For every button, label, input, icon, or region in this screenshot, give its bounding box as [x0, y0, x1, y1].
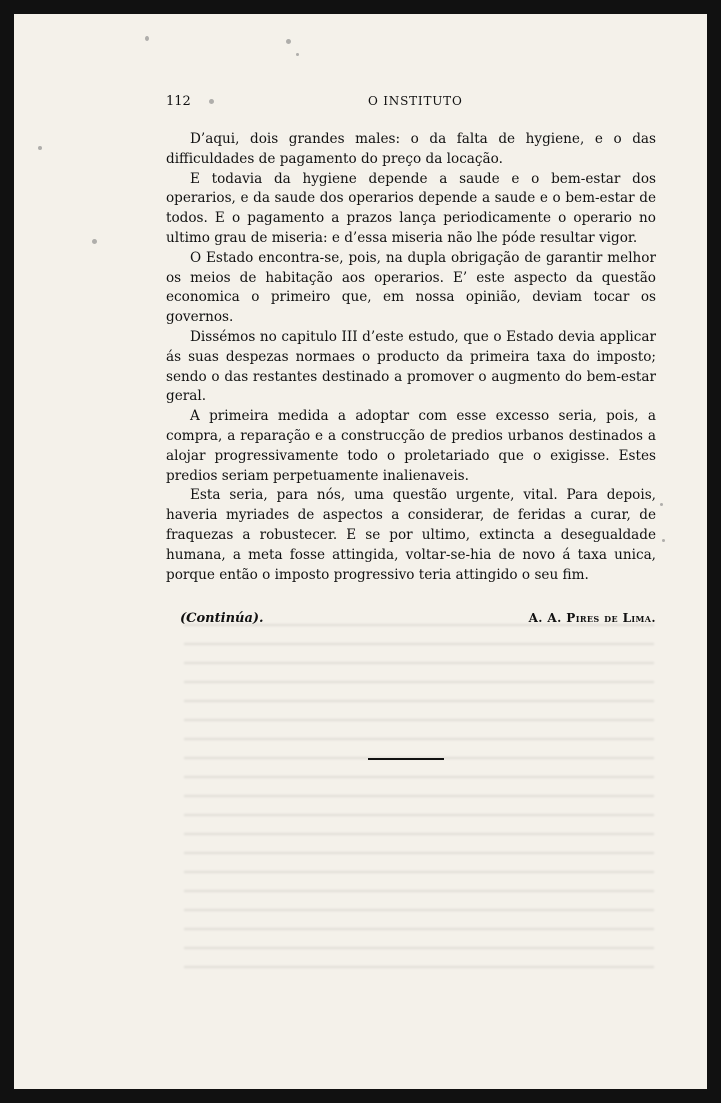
ink-speck — [296, 53, 299, 56]
author-signature: A. A. Pires de Lima. — [528, 611, 656, 625]
paragraph: E todavia da hygiene depende a saude e o bem-estar dos operarios, e da saude dos operarios depende a saude e o bem-estar de todos. E o pagamento a prazos lança periodicamente o operario no ultimo grau de miseria: e d’essa miseria não lhe póde resultar vigor. — [166, 170, 656, 246]
ink-speck — [92, 239, 97, 244]
page-header — [166, 92, 656, 114]
page-number: 112 — [166, 94, 191, 109]
running-title: O INSTITUTO — [368, 94, 463, 108]
paragraph: D’aqui, dois grandes males: o da falta de hygiene, e o das difficuldades de pagamento do preço da locação. — [166, 131, 656, 167]
document-page — [14, 14, 707, 1089]
show-through-text — [184, 614, 654, 974]
section-divider — [368, 758, 444, 760]
ink-speck — [145, 36, 149, 41]
article-body — [166, 130, 656, 585]
paragraph: A primeira medida a adoptar com esse excesso seria, pois, a compra, a reparação e a construcção de predios urbanos destinados a alojar progressivamente todo o proletariado que o exigisse. Estes predios seriam perpetuamente inalienaveis. — [166, 408, 656, 484]
paragraph: Dissémos no capitulo III d’este estudo, que o Estado devia applicar ás suas despezas normaes o producto da primeira taxa do imposto; sendo o das restantes destinado a promover o augmento do bem-estar geral. — [166, 328, 656, 405]
article-closing — [180, 611, 656, 631]
paragraph: Esta seria, para nós, uma questão urgente, vital. Para depois, haveria myriades de aspectos a considerar, de feridas a curar, de fraquezas a robustecer. E se por ultimo, extincta a desegualdade humana, a meta fosse attingida, voltar-se-hia de novo á taxa unica, porque então o imposto progressivo teria attingido o seu fim. — [166, 487, 656, 583]
ink-speck — [660, 503, 663, 506]
ink-speck — [286, 39, 291, 44]
paragraph: O Estado encontra-se, pois, na dupla obrigação de garantir melhor os meios de habitação aos operarios. E’ este aspecto da questão economica o primeiro que, em nossa opinião, deviam tocar os governos. — [166, 249, 656, 326]
ink-speck — [662, 539, 665, 542]
ink-speck — [38, 146, 42, 150]
continuation-note: (Continúa). — [180, 611, 264, 626]
